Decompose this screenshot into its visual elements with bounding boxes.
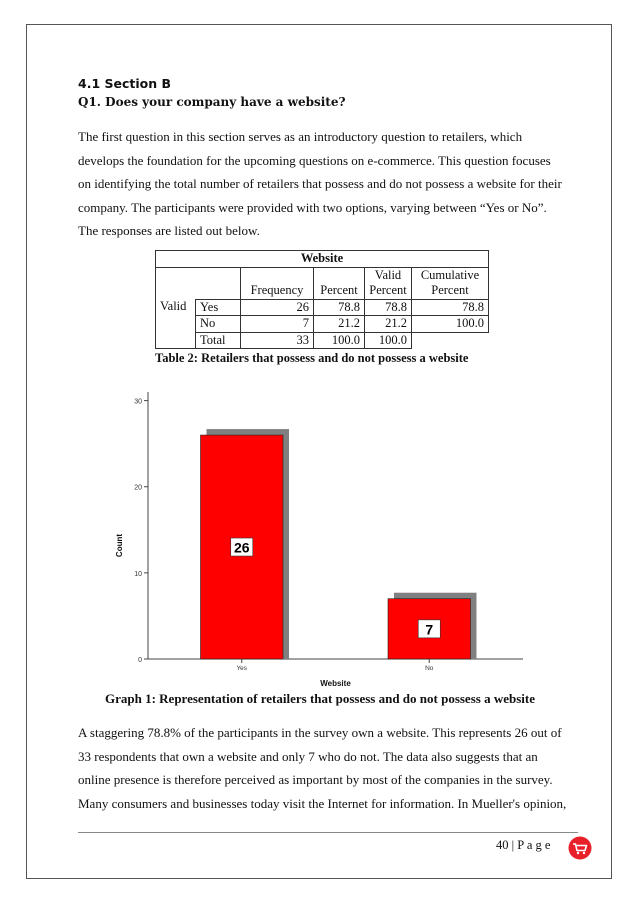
paragraph-line: company. The participants were provided with two options, varying between “Yes or No”. xyxy=(78,199,547,215)
footer-divider xyxy=(78,832,578,833)
header-cell: Percent xyxy=(314,283,365,299)
table-cell: 7 xyxy=(241,316,314,333)
x-tick-label: No xyxy=(425,665,434,672)
header-cell: Percent xyxy=(365,283,412,299)
header-cell: Frequency xyxy=(241,283,314,299)
x-axis-title: Website xyxy=(320,679,351,688)
table-cell xyxy=(412,332,489,349)
header-cell xyxy=(241,267,314,283)
table-cell: 100.0 xyxy=(314,332,365,349)
table-cell: 33 xyxy=(241,332,314,349)
paragraph-line: Many consumers and businesses today visit the Internet for information. In Mueller's opinion, xyxy=(78,795,567,811)
table-cell: 26 xyxy=(241,299,314,316)
header-cell: Percent xyxy=(412,283,489,299)
y-tick-label: 0 xyxy=(138,657,142,664)
conclusion-paragraph xyxy=(78,721,578,815)
table-cell: 21.2 xyxy=(365,316,412,333)
paragraph-line: develops the foundation for the upcoming questions on e-commerce. This question focuses xyxy=(78,152,551,168)
y-tick-label: 30 xyxy=(134,398,142,406)
header-cell: Valid xyxy=(365,267,412,283)
bar-chart xyxy=(108,384,528,689)
shopping-cart-icon xyxy=(568,836,592,860)
paragraph-line: The responses are listed out below. xyxy=(78,223,260,238)
graph-caption: Graph 1: Representation of retailers that possess and do not possess a website xyxy=(105,691,535,706)
x-tick-label: Yes xyxy=(236,665,248,672)
table-corner xyxy=(156,267,241,299)
row-label: Total xyxy=(196,332,241,349)
header-cell xyxy=(314,267,365,283)
group-label: Valid xyxy=(156,299,196,349)
row-label: No xyxy=(196,316,241,333)
paragraph-line: online presence is therefore perceived as important by most of the companies in the survey. xyxy=(78,772,553,787)
table-cell: 100.0 xyxy=(412,316,489,333)
section-heading: 4.1 Section B xyxy=(78,76,172,91)
header-cell: Cumulative xyxy=(412,267,489,283)
table-row xyxy=(156,299,489,316)
paragraph-line: A staggering 78.8% of the participants in the survey own a website. This represents 26 out of xyxy=(78,725,562,740)
paragraph-line: on identifying the total number of retailers that possess and do not possess a website for their xyxy=(78,176,562,191)
intro-paragraph xyxy=(78,125,578,243)
table-caption: Table 2: Retailers that possess and do not possess a website xyxy=(155,351,469,365)
table-cell: 78.8 xyxy=(314,299,365,316)
table-cell: 78.8 xyxy=(412,299,489,316)
table-cell: 78.8 xyxy=(365,299,412,316)
data-label: 26 xyxy=(233,539,250,556)
data-label: 7 xyxy=(425,621,434,638)
y-tick-label: 10 xyxy=(134,570,142,578)
y-tick-label: 20 xyxy=(134,484,142,492)
table-cell: 100.0 xyxy=(365,332,412,349)
page-number: 40 | P a g e xyxy=(496,838,551,852)
table-cell: 21.2 xyxy=(314,316,365,333)
paragraph-line: The first question in this section serves as an introductory question to retailers, which xyxy=(78,129,523,144)
question-heading: Q1. Does your company have a website? xyxy=(78,95,346,109)
table-row xyxy=(156,316,489,333)
paragraph-line: 33 respondents that own a website and only 7 who do not. The data also suggests that an xyxy=(78,748,538,764)
y-axis-title: Count xyxy=(115,533,124,558)
row-label: Yes xyxy=(196,299,241,316)
website-frequency-table xyxy=(155,250,489,349)
table-row xyxy=(156,332,489,349)
table-title: Website xyxy=(156,251,489,268)
